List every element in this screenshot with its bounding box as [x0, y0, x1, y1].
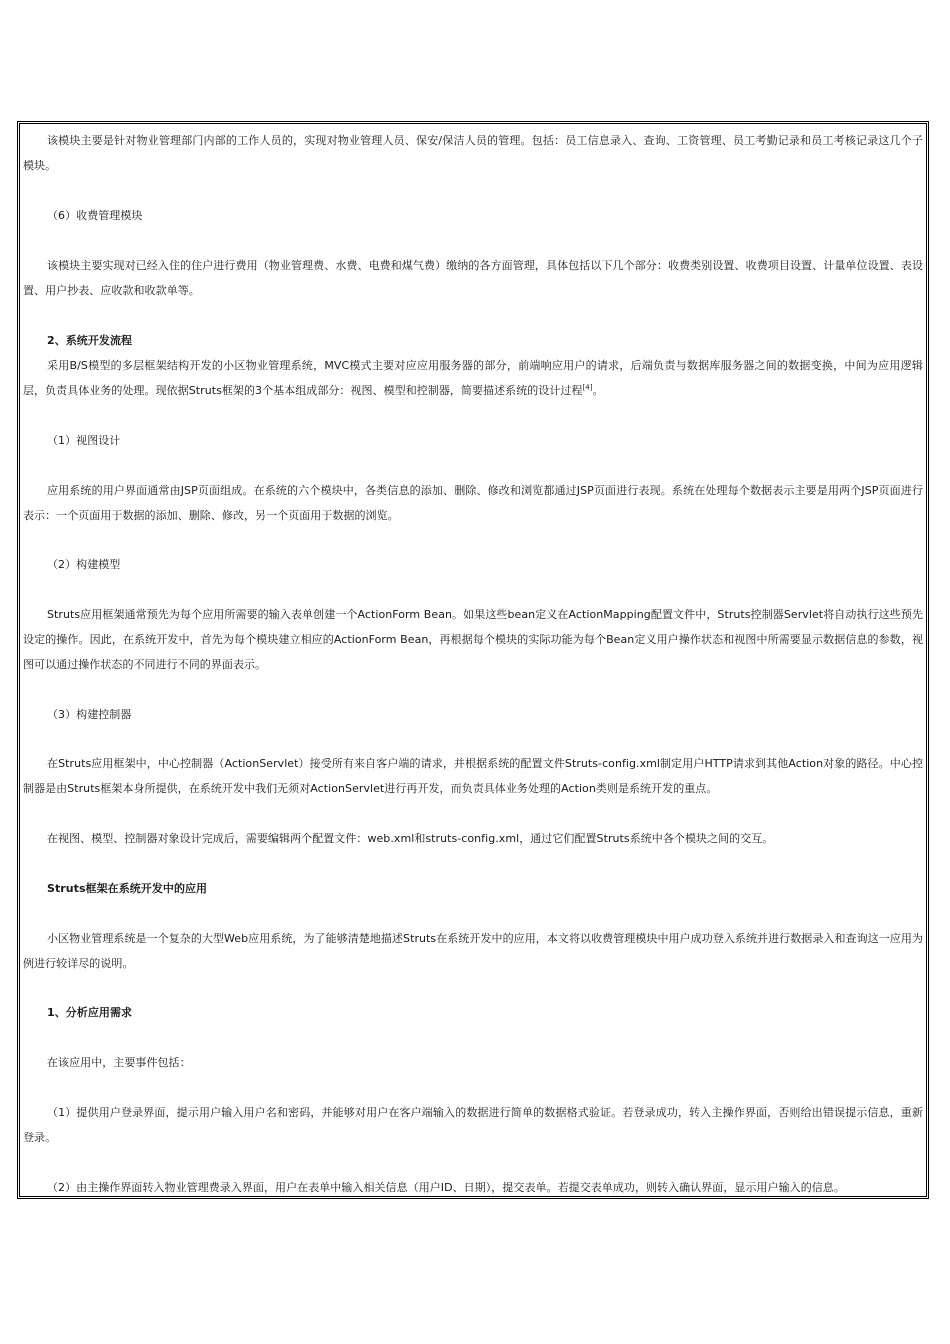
paragraph-event-fee-entry: （2）由主操作界面转入物业管理费录入界面，用户在表单中输入相关信息（用户ID、日期），提交表单。若提交表单成功，则转入确认界面，显示用户输入的信息。	[47, 1181, 845, 1194]
paragraph-view-design: 应用系统的用户界面通常由JSP页面组成。在系统的六个模块中，各类信息的添加、删除、修改和浏览都通过JSP页面进行表现。系统在处理每个数据表示主要是用两个JSP页面进行表示：一个页面用于数据的添加、删除、修改，另一个页面用于数据的浏览。	[23, 484, 923, 522]
paragraph-main-events: 在该应用中，主要事件包括：	[47, 1056, 191, 1069]
paragraph-event-login: （1）提供用户登录界面，提示用户输入用户名和密码，并能够对用户在客户端输入的数据进行简单的数据格式验证。若登录成功，转入主操作界面，否则给出错误提示信息，重新登录。	[23, 1106, 923, 1144]
document-frame	[19, 123, 927, 1197]
paragraph-staff-module-desc: 该模块主要是针对物业管理部门内部的工作人员的，实现对物业管理人员、保安/保洁人员的管理。包括：员工信息录入、查询、工资管理、员工考勤记录和员工考核记录这几个子模块。	[23, 134, 923, 172]
heading-dev-process: 2、系统开发流程	[47, 334, 133, 347]
heading-view-design: （1）视图设计	[47, 434, 121, 447]
paragraph-dev-process-tail: 。	[592, 384, 604, 397]
heading-build-model: （2）构建模型	[47, 558, 121, 571]
paragraph-build-model: Struts应用框架通常预先为每个应用所需要的输入表单创建一个ActionForm Bean。如果这些bean定义在ActionMapping配置文件中，Struts控制器Servlet将自动执行这些预先设定的操作。因此，在系统开发中，首先为每个模块建立相应的ActionForm Bean，再根据每个模块的实际功能为每个Bean定义用户操作状态和视图中所需要显示数据信息的参数，视图可以通过操作状态的不同进行不同的界面表示。	[23, 608, 923, 671]
paragraph-fee-module-desc: 该模块主要实现对已经入住的住户进行费用（物业管理费、水费、电费和煤气费）缴纳的各方面管理，具体包括以下几个部分：收费类别设置、收费项目设置、计量单位设置、表设置、用户抄表、应收款和收款单等。	[23, 259, 923, 297]
paragraph-dev-process	[23, 353, 923, 403]
paragraph-struts-application: 小区物业管理系统是一个复杂的大型Web应用系统，为了能够清楚地描述Struts在系统开发中的应用，本文将以收费管理模块中用户成功登入系统并进行数据录入和查询这一应用为例进行较详尽的说明。	[23, 932, 923, 970]
heading-struts-application: Struts框架在系统开发中的应用	[47, 882, 208, 895]
heading-analyze-requirements: 1、分析应用需求	[47, 1006, 133, 1019]
paragraph-dev-process-text: 采用B/S模型的多层框架结构开发的小区物业管理系统，MVC模式主要对应应用服务器的部分，前端响应用户的请求，后端负责与数据库服务器之间的数据变换，中间为应用逻辑层，负责具体业务的处理。现依据Struts框架的3个基本组成部分：视图、模型和控制器，简要描述系统的设计过程	[23, 359, 923, 397]
heading-build-controller: （3）构建控制器	[47, 708, 132, 721]
paragraph-config-files: 在视图、模型、控制器对象设计完成后，需要编辑两个配置文件：web.xml和struts-config.xml，通过它们配置Struts系统中各个模块之间的交互。	[47, 832, 774, 845]
heading-fee-module: （6）收费管理模块	[47, 209, 143, 222]
paragraph-build-controller: 在Struts应用框架中，中心控制器（ActionServlet）接受所有来自客户端的请求，并根据系统的配置文件Struts-config.xml制定用户HTTP请求到其他Action对象的路径。中心控制器是由Struts框架本身所提供，在系统开发中我们无须对ActionServlet进行再开发，而负责具体业务处理的Action类则是系统开发的重点。	[23, 757, 923, 795]
citation-ref[interactable]: [4]	[582, 383, 593, 392]
